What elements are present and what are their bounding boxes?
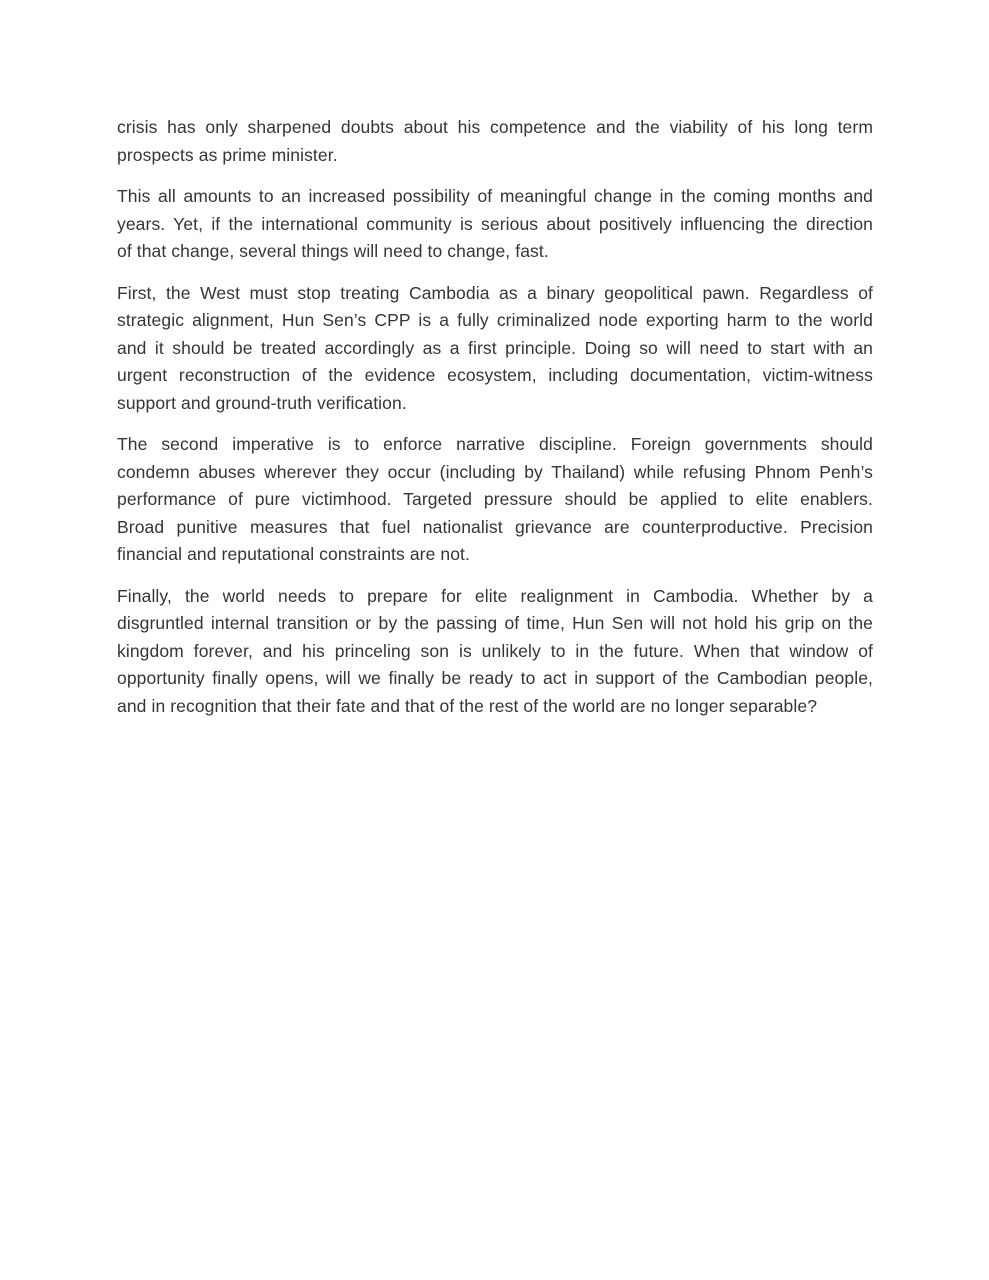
article-body <box>117 114 873 734</box>
paragraph <box>117 183 873 266</box>
text-line: Finally, the world needs to prepare for elite realignment in Cambodia. Whether by a <box>117 585 873 606</box>
text-line: crisis has only sharpened doubts about his competence and the viability of his long term <box>117 117 873 137</box>
text-line: financial and reputational constraints are not. <box>117 544 470 564</box>
paragraph <box>117 114 873 169</box>
text-line: kingdom forever, and his princeling son is unlikely to in the future. When that window of <box>117 640 873 661</box>
text-line: support and ground-truth verification. <box>117 392 407 413</box>
text-line: of that change, several things will need to change, fast. <box>117 241 549 261</box>
text-line: This all amounts to an increased possibility of meaningful change in the coming months and <box>117 186 873 206</box>
text-line: and it should be treated accordingly as a first principle. Doing so will need to start with an <box>117 337 873 358</box>
text-line: years. Yet, if the international community is serious about positively influencing the direction <box>117 213 873 234</box>
text-line: First, the West must stop treating Cambodia as a binary geopolitical pawn. Regardless of <box>117 282 873 303</box>
text-line: strategic alignment, Hun Sen’s CPP is a fully criminalized node exporting harm to the world <box>117 310 873 330</box>
text-line: urgent reconstruction of the evidence ecosystem, including documentation, victim-witness <box>117 365 873 385</box>
paragraph <box>117 583 873 721</box>
text-line: and in recognition that their fate and that of the rest of the world are no longer separable? <box>117 695 818 716</box>
text-line: The second imperative is to enforce narrative discipline. Foreign governments should <box>117 434 873 454</box>
text-line: disgruntled internal transition or by the passing of time, Hun Sen will not hold his grip on the <box>117 613 873 633</box>
text-line: prospects as prime minister. <box>117 144 338 165</box>
text-line: Broad punitive measures that fuel nationalist grievance are counterproductive. Precision <box>117 516 873 537</box>
text-line: opportunity finally opens, will we finally be ready to act in support of the Cambodian people, <box>117 668 873 688</box>
paragraph <box>117 431 873 569</box>
text-line: performance of pure victimhood. Targeted pressure should be applied to elite enablers. <box>117 489 873 509</box>
paragraph <box>117 280 873 418</box>
text-line: condemn abuses wherever they occur (including by Thailand) while refusing Phnom Penh’s <box>117 461 873 482</box>
